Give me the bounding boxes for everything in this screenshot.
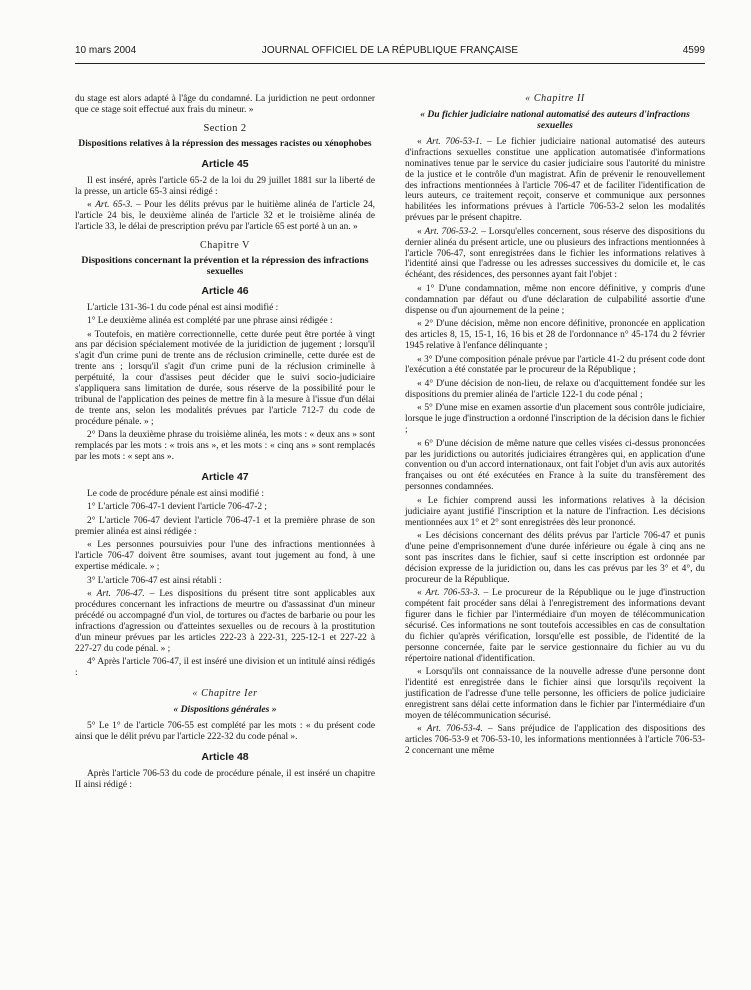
header-date: 10 mars 2004	[75, 45, 137, 56]
chapter-heading: « Chapitre Ier	[192, 688, 258, 699]
paragraph: 2° Dans la deuxième phrase du troisième alinéa, les mots : « deux ans » sont remplacés par les mots : « trois ans », et les mots : « cinq ans » sont remplacés par les mots : « sept ans ».	[75, 430, 375, 463]
chapter-title: Dispositions concernant la prévention et la répression des infractions sexuelles	[81, 254, 369, 277]
article-heading: Article 48	[201, 750, 249, 763]
paragraph: 5° Le 1° de l'article 706-55 est complété par les mots : « du présent code ainsi que le délit prévu par l'article 222-32 du code pénal ».	[75, 720, 375, 742]
section-heading: Section 2	[203, 122, 247, 134]
paragraph: Après l'article 706-53 du code de procédure pénale, il est inséré un chapitre II ainsi rédigé :	[75, 768, 375, 790]
article-heading: Article 47	[201, 471, 249, 484]
paragraph: 2° L'article 706-47 devient l'article 706-47-1 et la première phrase de son premier alinéa est ainsi rédigée :	[75, 515, 375, 537]
paragraph: « 4° D'une décision de non-lieu, de relaxe ou d'acquittement fondée sur les dispositions du premier alinéa de l'article 122-1 du code pénal ;	[405, 378, 705, 400]
paragraph: du stage est alors adapté à l'âge du condamné. La juridiction ne peut ordonner que ce stage soit effectué aux frais du mineur. »	[75, 94, 375, 115]
right-column	[405, 94, 705, 760]
paragraph: « Toutefois, en matière correctionnelle, cette durée peut être portée à vingt ans par décision spécialement motivée de la juridiction de jugement ; lorsqu'il s'agit d'un crime puni de trente ans de réclusion criminelle, cette durée est de trente ans ; lorsqu'il s'agit d'un crime puni de la réclusion criminelle à perpétuité, la cour d'assises peut décider que le suivi socio-judiciaire s'appliquera sans limitation de durée, sous réserve de la possibilité pour le tribunal de l'application des peines de mettre fin à la mesure à l'issue d'un délai de trente ans, selon les modalités prévues par l'article 712-7 du code de procédure pénale. » ;	[75, 329, 375, 427]
page-header	[75, 43, 705, 59]
header-page-number: 4599	[682, 45, 705, 56]
paragraph: Il est inséré, après l'article 65-2 de la loi du 29 juillet 1881 sur la liberté de la presse, un article 65-3 ainsi rédigé :	[75, 175, 375, 197]
paragraph: « Les personnes poursuivies pour l'une des infractions mentionnées à l'article 706-47 doivent être soumises, avant tout jugement au fond, à une expertise médicale. » ;	[75, 540, 375, 573]
chapter-title: « Dispositions générales »	[173, 703, 277, 715]
header-journal-title: JOURNAL OFFICIEL DE LA RÉPUBLIQUE FRANÇAISE	[261, 45, 519, 56]
left-column	[75, 94, 375, 793]
paragraph: 4° Après l'article 706-47, il est inséré une division et un intitulé ainsi rédigés :	[75, 657, 375, 679]
paragraph: « 2° D'une décision, même non encore définitive, prononcée en application des articles 8, 15, 15-1, 16, 16 bis et 28 de l'ordonnance n° 45-174 du 2 février 1945 relative à l'enfance délinquante ;	[405, 319, 705, 351]
paragraph: « 3° D'une composition pénale prévue par l'article 41-2 du présent code dont l'exécution a été constatée par le procureur de la République ;	[405, 354, 705, 376]
chapter-title: « Du fichier judiciaire national automatisé des auteurs d'infractions sexuelles	[420, 108, 690, 131]
paragraph: 3° L'article 706-47 est ainsi rétabli :	[87, 575, 222, 586]
paragraph: 1° L'article 706-47-1 devient l'article 706-47-2 ;	[87, 502, 267, 513]
paragraph: « Art. 706-47. – Les dispositions du présent titre sont applicables aux procédures concernant les infractions de meurtre ou d'assassinat d'un mineur précédé ou accompagné d'un viol, de tortures ou d'actes de barbarie ou pour les infractions d'agression ou d'atteintes sexuelles ou de recours à la prostitution d'un mineur prévues par les articles 222-23 à 222-31, 225-12-1 et 227-22 à 227-27 du code pénal. » ;	[75, 589, 376, 654]
paragraph: Le code de procédure pénale est ainsi modifié :	[87, 488, 265, 499]
paragraph: « Lorsqu'ils ont connaissance de la nouvelle adresse d'une personne dont l'identité est enregistrée dans le fichier ainsi que lorsqu'ils reçoivent la justification de l'adresse d'une telle personne, les officiers de police judiciaire enregistrent sans délai cette information dans le fichier par l'intermédiaire d'un moyen de télécommunication sécurisé.	[405, 667, 705, 721]
article-heading: Article 46	[201, 284, 249, 297]
paragraph: « Le fichier comprend aussi les informations relatives à la décision judiciaire ayant justifié l'inscription et la nature de l'infraction. Les décisions mentionnées aux 1° et 2° sont enregistrées dès leur prononcé.	[405, 495, 705, 528]
paragraph: « 5° D'une mise en examen assortie d'un placement sous contrôle judiciaire, lorsque le juge d'instruction a ordonné l'inscription de la décision dans le fichier ;	[405, 403, 705, 436]
chapter-heading: « Chapitre II	[525, 93, 585, 104]
paragraph: « Art. 706-53-2. – Lorsqu'elles concernent, sous réserve des dispositions du dernier alinéa du présent article, une ou plusieurs des infractions mentionnées à l'article 706-47, sont enregistrées dans le fichier les informations relatives à l'identité ainsi que l'adresse ou les adresses successives du domicile et, le cas échéant, des résidences, des personnes ayant fait l'objet :	[405, 226, 705, 281]
paragraph: « Art. 65-3. – Pour les délits prévus par le huitième alinéa de l'article 24, l'article 24 bis, le deuxième alinéa de l'article 32 et le troisième alinéa de l'article 33, le délai de prescription prévu par l'article 65 est porté à un an. »	[75, 200, 376, 232]
chapter-heading: Chapitre V	[200, 239, 250, 251]
paragraph: « Art. 706-53-4. – Sans préjudice de l'application des dispositions des articles 706-53-9 et 706-53-10, les informations mentionnées à l'article 706-53-2 concernant une même	[405, 724, 705, 757]
paragraph: « Les décisions concernant des délits prévus par l'article 706-47 et punis d'une peine d'emprisonnement d'une durée inférieure ou égale à cinq ans ne sont pas inscrites dans le fichier, sauf si cette inscription est ordonnée par décision expresse de la juridiction ou, dans les cas prévus par les 3° et 4°, du procureur de la République.	[405, 531, 705, 585]
article-heading: Article 45	[201, 157, 249, 170]
paragraph: L'article 131-36-1 du code pénal est ainsi modifié :	[87, 302, 279, 313]
paragraph: « Art. 706-53-3. – Le procureur de la République ou le juge d'instruction compétent fait procéder sans délai à l'enregistrement des informations devant figurer dans le fichier par l'intermédiaire d'un moyen de télécommunication sécurisé. Ces informations ne sont toutefois accessibles en cas de consultation du fichier qu'après vérification, lorsqu'elle est possible, de l'identité de la personne concernée, faite par le service gestionnaire du fichier au vu du répertoire national d'identification.	[405, 588, 706, 664]
paragraph: « Art. 706-53-1. – Le fichier judiciaire national automatisé des auteurs d'infractions sexuelles constitue une application automatisée d'informations nominatives tenue par le service du casier judiciaire sous l'autorité du ministre de la justice et le contrôle d'un magistrat. Afin de prévenir le renouvellement des infractions mentionnées à l'article 706-47 et de faciliter l'identification de leurs auteurs, ce traitement reçoit, conserve et communique aux personnes habilitées les informations prévues à l'article 706-53-2 selon les modalités prévues par le présent chapitre.	[405, 136, 705, 224]
paragraph: « 1° D'une condamnation, même non encore définitive, y compris d'une condamnation par défaut ou d'une déclaration de culpabilité assortie d'une dispense ou d'un ajournement de la peine ;	[405, 283, 705, 316]
section-title: Dispositions relatives à la répression des messages racistes ou xénophobes	[78, 138, 372, 149]
paragraph: 1° Le deuxième alinéa est complété par une phrase ainsi rédigée :	[87, 316, 333, 327]
header-rule	[75, 63, 705, 64]
paragraph: « 6° D'une décision de même nature que celles visées ci-dessus prononcées par les juridictions ou autorités judiciaires étrangères qui, en application d'une convention ou d'un accord internationaux, ont fait l'objet d'un avis aux autorités françaises ou ont été exécutées en France à la suite du transfèrement des personnes condamnées.	[405, 438, 705, 493]
